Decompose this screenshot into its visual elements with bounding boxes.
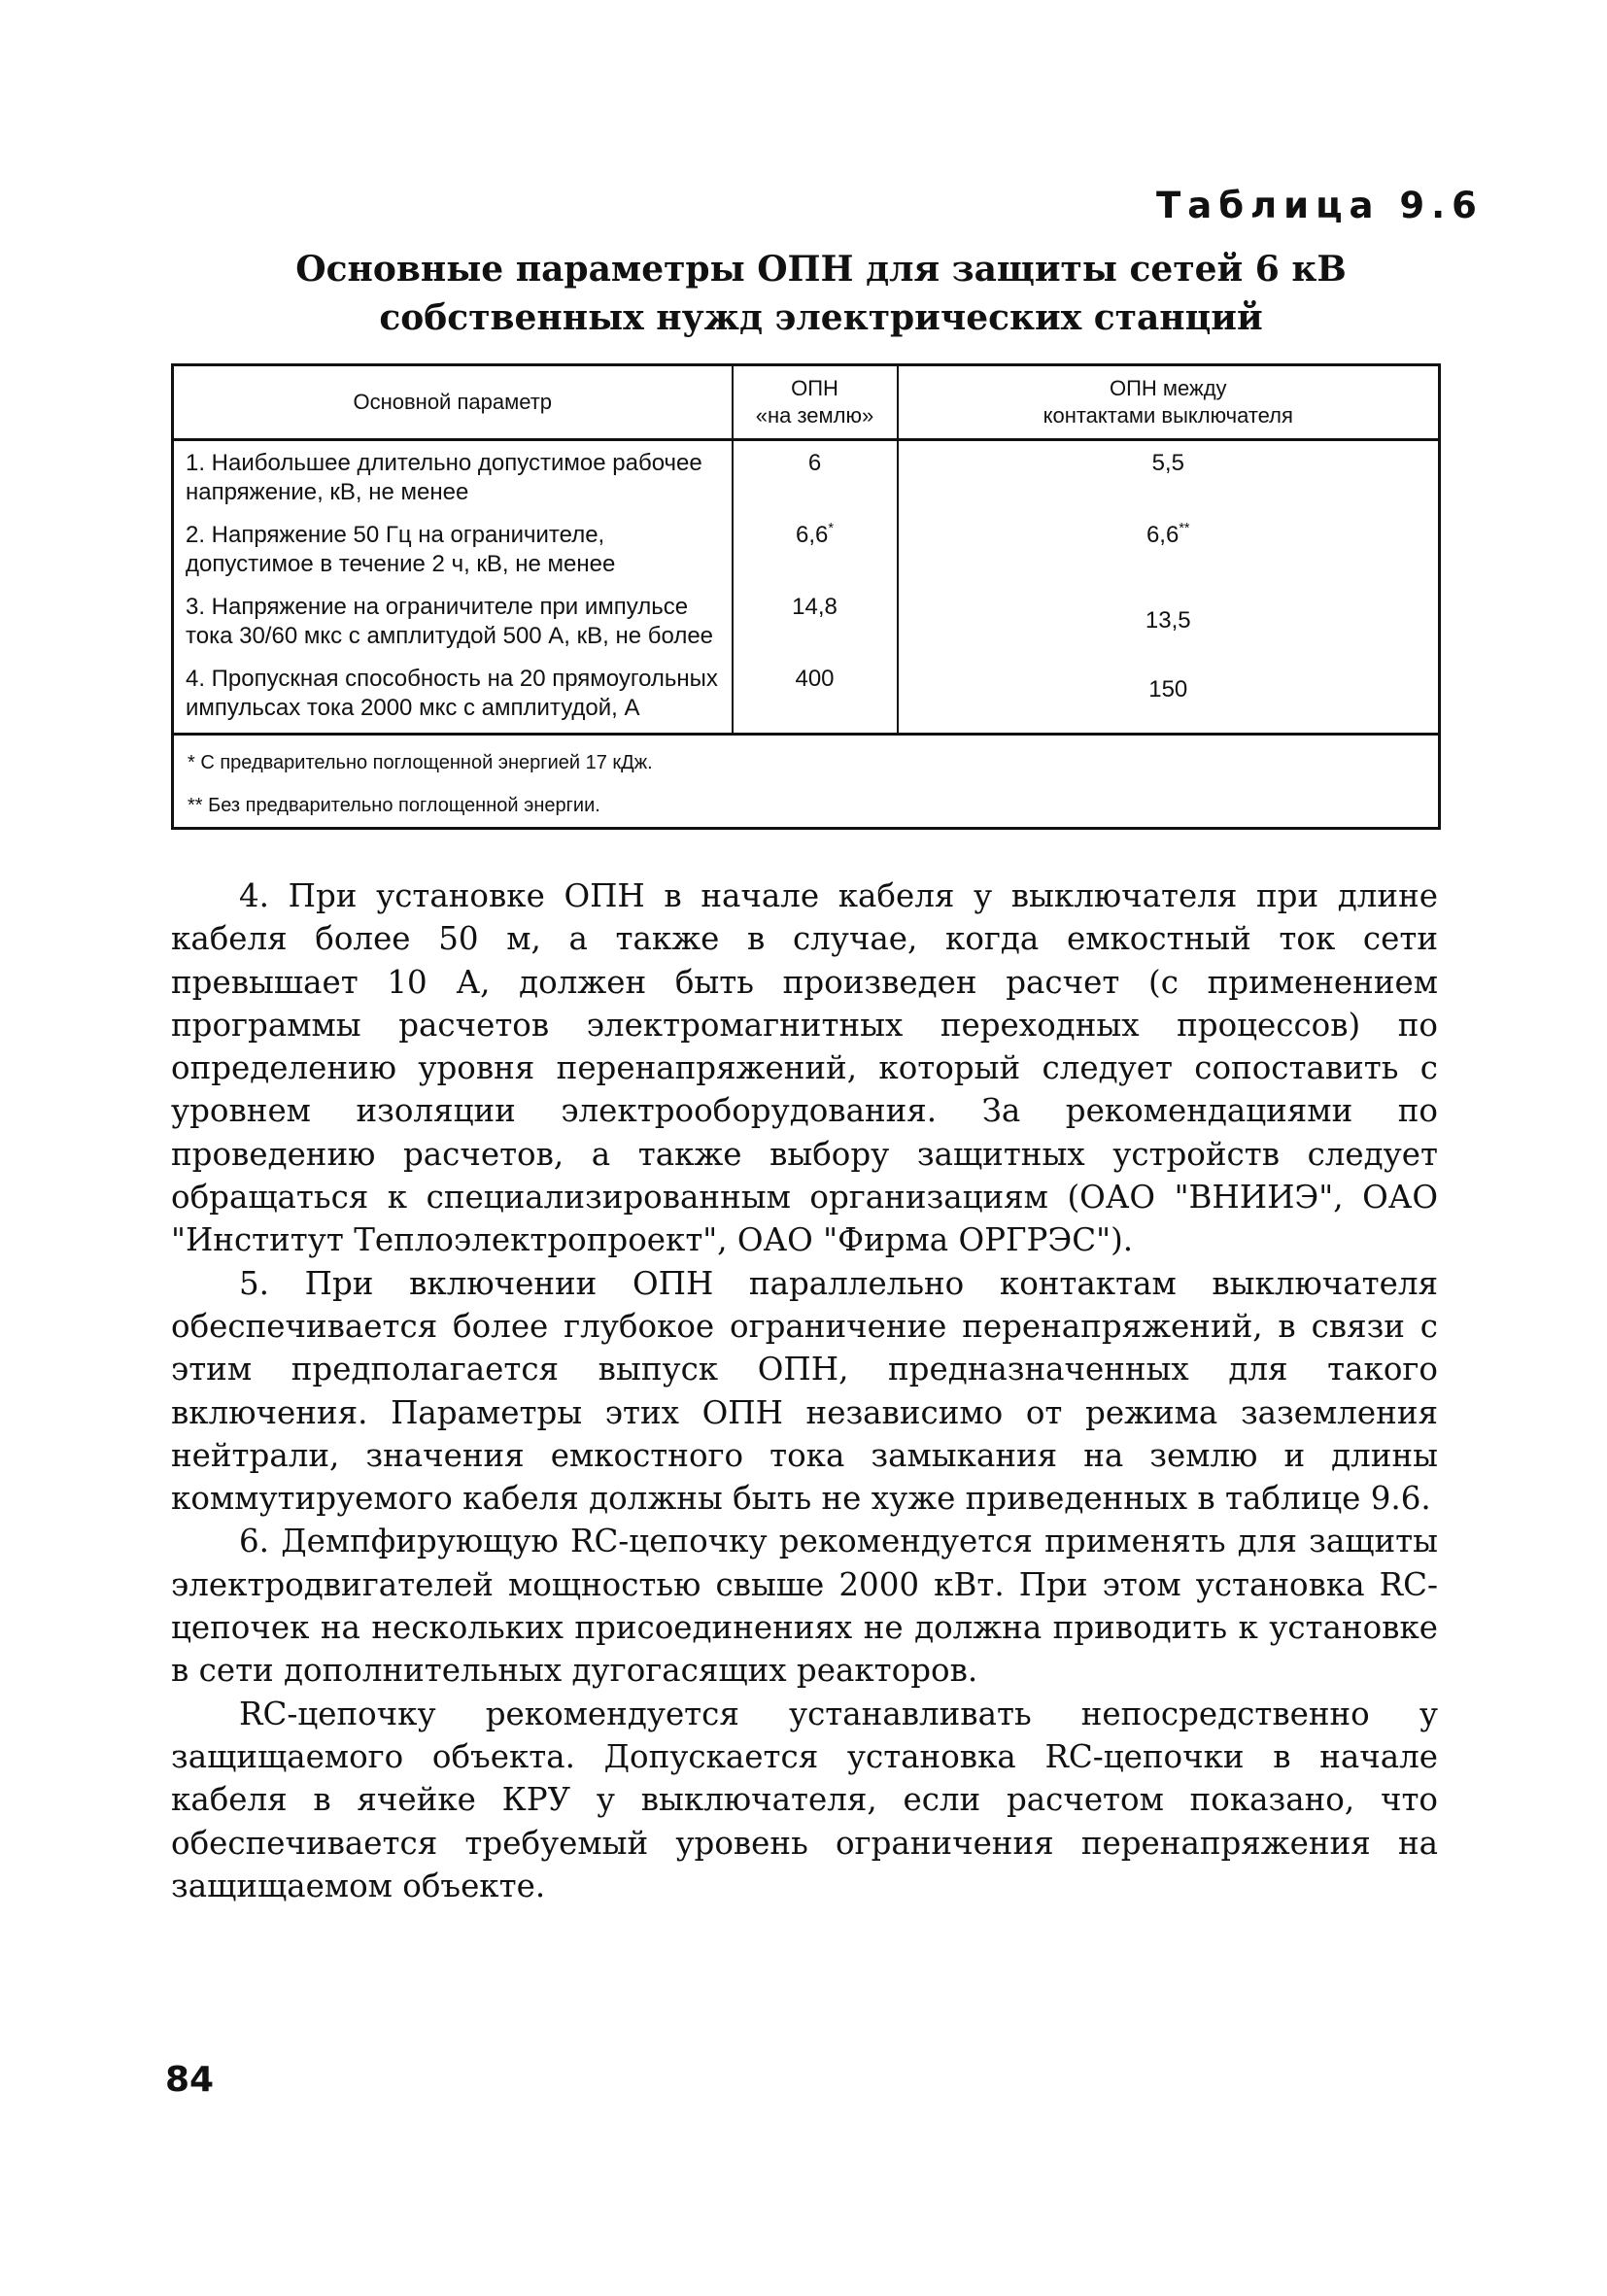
table-caption-line-1: Основные параметры ОПН для защиты сетей 6 кВ — [295, 249, 1347, 290]
page-number: 84 — [165, 2060, 215, 2100]
value-cell-col1 — [733, 585, 898, 657]
table-row — [173, 440, 1440, 514]
header-col2-line1: ОПН между — [1109, 376, 1227, 400]
header-col2-line2: контактами выключателя — [1043, 403, 1293, 428]
footnote-mark: ** — [1179, 520, 1190, 536]
table-notes — [173, 735, 1440, 829]
header-col2 — [898, 365, 1440, 440]
table-header-row — [173, 365, 1440, 440]
paragraph-item-6: 6. Демпфирующую RC-цепочку рекомендуется применять для защиты электродвигателей мощностью свыше 2000 кВт. При этом установка RC-цепочек на нескольких присоединениях не должна приводить к установке в сети дополнительных дугогасящих реакторов. — [171, 1523, 1438, 1690]
param-cell: 3. Напряжение на ограничителе при импульсе тока 30/60 мкс с амплитудой 500 А, кВ, не более — [173, 585, 733, 657]
table-caption — [233, 245, 1409, 342]
table-footnote: ** Без предварительно поглощенной энергии. — [188, 795, 600, 816]
header-col1 — [733, 365, 898, 440]
table-row — [173, 513, 1440, 585]
value: 6,6 — [796, 522, 829, 548]
value-cell-col1 — [733, 440, 898, 514]
paragraph-rc-chain: RC-цепочку рекомендуется устанавливать непосредственно у защищаемого объекта. Допускается установка RC-цепочки в начале кабеля в ячейке КРУ у выключателя, если расчетом показано, что обеспечивается требуемый уровень ограничения перенапряжения на защищаемом объекте. — [171, 1695, 1438, 1904]
header-param: Основной параметр — [173, 365, 733, 440]
value: 6,6 — [1145, 522, 1180, 548]
value-cell-col2 — [898, 657, 1440, 735]
value-cell-col2 — [898, 585, 1440, 657]
header-col1-line2: «на землю» — [755, 403, 874, 428]
param-cell: 4. Пропускная способность на 20 прямоугольных импульсах тока 2000 мкс с амплитудой, А — [173, 657, 733, 735]
value: 150 — [1148, 676, 1188, 703]
table-caption-line-2: собственных нужд электрических станций — [379, 297, 1263, 338]
paragraph-item-5: 5. При включении ОПН параллельно контактам выключателя обеспечивается более глубокое ограничение перенапряжений, в связи с этим предполагается выпуск ОПН, предназначенных для такого включения. Параметры этих ОПН независимо от режима заземления нейтрали, значения емкостного тока замыкания на землю и длины коммутируемого кабеля должны быть не хуже приведенных в таблице 9.6. — [171, 1264, 1438, 1518]
value: 5,5 — [1151, 450, 1184, 476]
value-cell-col1 — [733, 513, 898, 585]
value: 400 — [795, 666, 835, 692]
paragraph-item-4: 4. При установке ОПН в начале кабеля у выключателя при длине кабеля более 50 м, а также в случае, когда емкостный ток сети превышает 10 А, должен быть произведен расчет (с применением программы расчетов электромагнитных переходных процессов) по определению уровня перенапряжений, который следует сопоставить с уровнем изоляции электрооборудования. За рекомендациями по проведению расчетов, а также выбору защитных устройств следует обращаться к специализированным организациям (ОАО "ВНИИЭ", ОАО "Институт Теплоэлектропроект", ОАО "Фирма ОРГРЭС"). — [171, 877, 1438, 1259]
body-text — [171, 874, 1438, 1907]
value-cell-col1 — [733, 657, 898, 735]
table-notes-row — [173, 735, 1440, 829]
table-footnote: * С предварительно поглощенной энергией 17 кДж. — [188, 752, 653, 773]
value: 13,5 — [1145, 607, 1191, 634]
value: 14,8 — [792, 594, 838, 620]
table-row — [173, 657, 1440, 735]
value-cell-col2 — [898, 513, 1440, 585]
value-cell-col2 — [898, 440, 1440, 514]
table-number-label: Таблица 9.6 — [1156, 185, 1484, 226]
param-cell: 1. Наибольшее длительно допустимое рабочее напряжение, кВ, не менее — [173, 440, 733, 514]
parameters-table — [171, 363, 1441, 830]
header-col1-line1: ОПН — [791, 376, 838, 400]
footnote-mark: * — [828, 520, 834, 536]
table-row — [173, 585, 1440, 657]
param-cell: 2. Напряжение 50 Гц на ограничителе, допустимое в течение 2 ч, кВ, не менее — [173, 513, 733, 585]
value: 6 — [807, 450, 822, 476]
